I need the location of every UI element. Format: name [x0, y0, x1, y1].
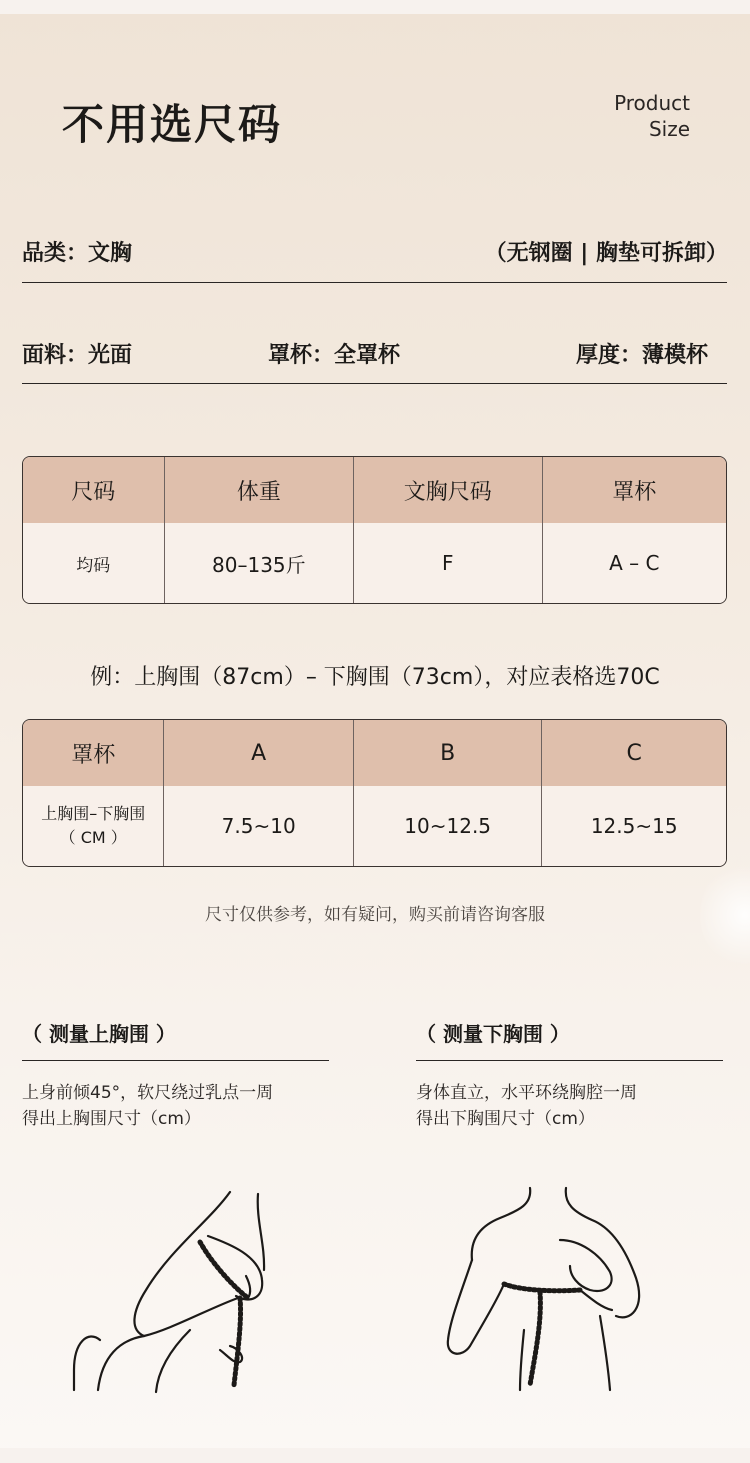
reference-note: 尺寸仅供参考，如有疑问，购买前请咨询客服	[205, 905, 545, 925]
product-label: Product	[614, 91, 690, 115]
upper-bust-measure-illustration	[60, 1180, 300, 1395]
table-row-label	[23, 786, 164, 866]
table-header-cell: A	[164, 720, 353, 786]
divider	[416, 1060, 723, 1061]
table-cell: A – C	[543, 523, 726, 603]
desc-line: 身体直立，水平环绕胸腔一周	[416, 1083, 637, 1103]
under-bust-measure-illustration	[440, 1180, 650, 1395]
under-bust-desc	[416, 1080, 637, 1132]
divider	[22, 1060, 329, 1061]
upper-bust-title: （ 测量上胸围 ）	[22, 1022, 176, 1046]
bottom-band	[0, 1448, 750, 1463]
cup-table-header	[23, 720, 726, 786]
table-header-cell: 体重	[165, 457, 354, 523]
thickness-label: 厚度：薄模杯	[575, 343, 708, 368]
fabric-label: 面料：光面	[22, 343, 133, 368]
table-cell: 80–135斤	[165, 523, 354, 603]
table-header-cell: 文胸尺码	[354, 457, 542, 523]
under-bust-title: （ 测量下胸围 ）	[416, 1022, 570, 1046]
table-cell: 均码	[23, 523, 165, 603]
table-header-cell: 罩杯	[23, 720, 164, 786]
table-row	[23, 786, 726, 866]
row-label-unit: （ CM ）	[59, 828, 127, 847]
page-title: 不用选尺码	[62, 100, 283, 149]
top-band	[0, 0, 750, 14]
table-header-cell: 尺码	[23, 457, 165, 523]
cup-table	[22, 719, 727, 867]
size-table	[22, 456, 727, 604]
table-header-cell: C	[542, 720, 726, 786]
table-header-cell: B	[354, 720, 543, 786]
size-table-header	[23, 457, 726, 523]
table-header-cell: 罩杯	[543, 457, 726, 523]
example-text: 例：上胸围（87cm）– 下胸围（73cm），对应表格选70C	[90, 665, 660, 690]
category-note: （无钢圈 | 胸垫可拆卸）	[484, 241, 728, 266]
cup-style-label: 罩杯：全罩杯	[268, 343, 401, 368]
table-cell: 12.5~15	[542, 786, 726, 866]
product-size-label	[560, 90, 690, 142]
table-row	[23, 523, 726, 603]
upper-bust-desc	[22, 1080, 273, 1132]
table-cell: 7.5~10	[164, 786, 353, 866]
table-cell: F	[354, 523, 542, 603]
desc-line: 得出上胸围尺寸（cm）	[22, 1109, 201, 1129]
size-label: Size	[648, 117, 690, 141]
row-label-line: 上胸围–下胸围	[41, 804, 146, 823]
table-cell: 10~12.5	[354, 786, 543, 866]
desc-line: 得出下胸围尺寸（cm）	[416, 1109, 595, 1129]
divider	[22, 383, 727, 384]
category-label: 品类：文胸	[22, 241, 133, 266]
desc-line: 上身前倾45°，软尺绕过乳点一周	[22, 1083, 274, 1103]
divider	[22, 282, 727, 283]
